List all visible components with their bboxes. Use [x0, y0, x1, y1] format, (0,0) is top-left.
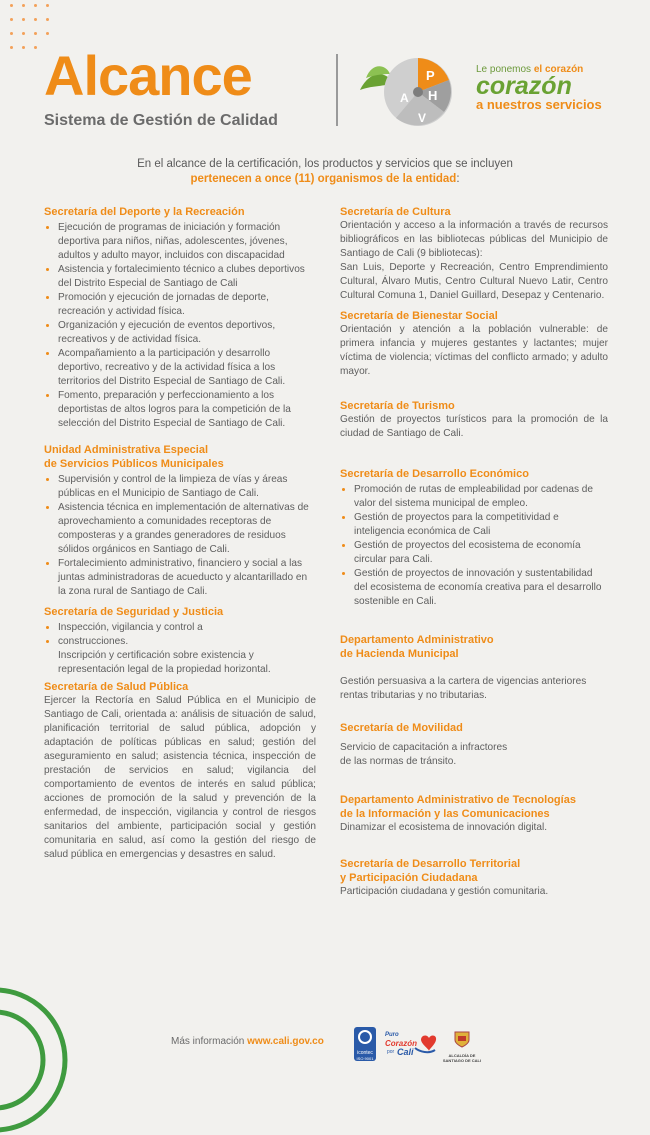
slogan-heart-word: corazón — [476, 72, 572, 100]
icontec-label: icontec — [357, 1050, 373, 1056]
logo-letter-h: H — [428, 88, 438, 103]
section-uaesp — [44, 443, 316, 599]
alcaldia-label: ALCALDÍA DE — [448, 1053, 476, 1058]
movilidad-text: Servicio de capacitación a infractores — [340, 742, 508, 753]
list-item: • Inspección, vigilancia y control a — [58, 621, 316, 635]
bienestar-text: Orientación y atención a la población vulnerable: de primera infancia y mujeres gestantes y lactantes; mujer víctima de violencia; víctimas del conflicto armado; y adulto mayor. — [340, 324, 608, 377]
section-bienestar — [340, 309, 608, 379]
list-item: • Fortalecimiento administrativo, financiero y social a las juntas administradoras de acueducto y alcantarillado en la zona rural de Santiago de Cali. — [58, 557, 316, 599]
section-title: Departamento Administrativo — [340, 634, 494, 646]
section-territorial — [340, 857, 608, 899]
section-economico — [340, 467, 608, 609]
section-title: Secretaría de Desarrollo Económico — [340, 468, 529, 480]
section-tic — [340, 793, 608, 835]
section-title: Secretaría de Movilidad — [340, 722, 463, 734]
section-title: Secretaría de Cultura — [340, 206, 451, 218]
right-column — [340, 205, 608, 899]
header-divider — [336, 54, 338, 126]
section-title: Secretaría de Seguridad y Justicia — [44, 606, 224, 618]
section-title: Secretaría de Salud Pública — [44, 681, 189, 693]
intro-line: En el alcance de la certificación, los productos y servicios que se incluyen — [137, 158, 513, 170]
list-item: • Acompañamiento a la participación y desarrollo deportivo, recreativo y de la actividad física a los territorios del Distrito Especial de Santiago de Cali. — [58, 347, 316, 389]
list-item: • Asistencia y fortalecimiento técnico a clubes deportivos del Distrito Especial de Santiago de Cali — [58, 263, 316, 291]
left-column — [44, 205, 316, 862]
section-turismo — [340, 399, 608, 441]
icontec-logo — [354, 1027, 376, 1061]
intro-highlight: pertenecen a once (11) organismos de la entidad — [190, 173, 457, 185]
cultura-libraries: San Luis, Deporte y Recreación, Centro Emprendimiento Cultural, Álvaro Mutis, Centro Cultural Nuevo Latir, Centro Cultural Comuna 1, Daniel Guillard, Desepaz y Centenario. — [340, 262, 608, 301]
section-title-line2: de la Información y las Comunicaciones — [340, 808, 550, 820]
section-deporte — [44, 205, 316, 431]
intro-colon: : — [456, 173, 460, 185]
section-title: Secretaría de Turismo — [340, 400, 455, 412]
phva-cycle-logo — [356, 50, 464, 130]
uaesp-list — [44, 473, 316, 599]
page-subtitle: Sistema de Gestión de Calidad — [44, 112, 278, 129]
list-item: • construcciones. — [58, 635, 316, 649]
list-item: • Promoción de rutas de empleabilidad por cadenas de valor del sistema municipal de empleo. — [354, 483, 608, 511]
alcaldia-cali-logo — [440, 1030, 484, 1062]
deporte-list — [44, 221, 316, 431]
list-item: • Supervisión y control de la limpieza de vías y áreas públicas en el Municipio de Santiago de Cali. — [58, 473, 316, 501]
list-item: • Asistencia técnica en implementación de alternativas de aprovechamiento a comunidades receptoras de composteras y a grandes generadores de residuos sólidos orgánicos en Santiago de Cali. — [58, 501, 316, 557]
logo-letter-v: V — [418, 111, 427, 125]
decorative-green-arc — [0, 985, 70, 1135]
movilidad-text-line2: de las normas de tránsito. — [340, 756, 457, 767]
puro-corazon-por-cali-logo — [385, 1030, 437, 1060]
list-item: • Gestión de proyectos de innovación y sustentabilidad del ecosistema de economía creativa para el desarrollo sostenible en Cali. — [354, 567, 608, 609]
page-title: Alcance — [44, 44, 252, 107]
footer-label: Más información — [171, 1036, 248, 1047]
turismo-text: Gestión de proyectos turísticos para la promoción de la ciudad de Santiago de Cali. — [340, 414, 608, 439]
footer-info — [171, 1036, 324, 1047]
list-item: • Fomento, preparación y perfeccionamiento a los deportistas de altos logros para la competición de la selección del Distrito Especial de Santiago de Cali. — [58, 389, 316, 431]
section-title: Secretaría de Desarrollo Territorial — [340, 858, 521, 870]
iso-label: ISO 9001 — [356, 1056, 374, 1061]
section-movilidad — [340, 721, 608, 769]
seguridad-extra: Inscripción y certificación sobre existencia y representación legal de la propiedad horizontal. — [58, 650, 271, 675]
section-title-line2: y Participación Ciudadana — [340, 872, 478, 884]
list-item: • Gestión de proyectos para la competitividad e inteligencia económica de Cali — [354, 511, 608, 539]
list-item: • Gestión de proyectos del ecosistema de economía circular para Cali. — [354, 539, 608, 567]
alcaldia-city-label: SANTIAGO DE CALI — [442, 1058, 482, 1063]
logo-letter-p: P — [426, 68, 435, 83]
slogan-tagline: a nuestros servicios — [476, 97, 602, 112]
cultura-text: Orientación y acceso a la información a través de recursos bibliográficos en las bibliotecas públicas del Municipio de Santiago de Cali (9 bibliotecas): — [340, 220, 608, 259]
tic-text: Dinamizar el ecosistema de innovación digital. — [340, 822, 548, 833]
seguridad-list — [44, 621, 316, 649]
slogan-highlight: el corazón — [533, 64, 584, 75]
hacienda-text: Gestión persuasiva a la cartera de vigencias anteriores rentas tributarias y no tributarias. — [340, 676, 587, 701]
economico-list — [340, 483, 608, 609]
section-hacienda — [340, 633, 608, 703]
corazon-label: Corazón — [385, 1039, 417, 1048]
footer-link[interactable]: www.cali.gov.co — [247, 1036, 324, 1047]
section-title: Unidad Administrativa Especial — [44, 444, 209, 456]
section-title: Departamento Administrativo de Tecnologías — [340, 794, 576, 806]
section-seguridad — [44, 605, 316, 677]
section-cultura — [340, 205, 608, 303]
section-title: Secretaría de Bienestar Social — [340, 310, 498, 322]
salud-text: Ejercer la Rectoría en Salud Pública en el Municipio de Santiago de Cali, orientada a: análisis de situación de salud, planificación territorial de salud pública, adopción y adaptación de políticas públicas en salud; gestión del aseguramiento en salud; asistencia técnica, inspección de prestación de servicios en salud; vigilancia del comportamiento de eventos de interés en salud pública; acciones de promoción de la salud y prevención de la enfermedad, de inspección, vigilancia y control de riesgos sanitarios del ambiente, participación social y gestión comunitaria en salud, así como la gestión del riesgo de salud pública en emergencias y desastres en salud. — [44, 695, 316, 860]
cali-label: Cali — [397, 1047, 414, 1057]
puro-label: Puro — [385, 1032, 399, 1038]
list-item: • Organización y ejecución de eventos deportivos, recreativos y de actividad física. — [58, 319, 316, 347]
section-title-line2: de Servicios Públicos Municipales — [44, 458, 224, 470]
territorial-text: Participación ciudadana y gestión comunitaria. — [340, 886, 549, 897]
section-title-line2: de Hacienda Municipal — [340, 648, 459, 660]
section-salud — [44, 680, 316, 862]
section-title: Secretaría del Deporte y la Recreación — [44, 206, 245, 218]
por-label: por — [387, 1049, 395, 1055]
slogan-prefix: Le ponemos — [476, 64, 534, 75]
slogan — [476, 64, 636, 112]
logo-letter-a: A — [400, 91, 409, 105]
intro-text — [20, 157, 630, 187]
shield-icon — [453, 1030, 471, 1048]
list-item: • Promoción y ejecución de jornadas de deporte, recreación y actividad física. — [58, 291, 316, 319]
list-item: • Ejecución de programas de iniciación y formación deportiva para niños, niñas, adolescentes, jóvenes, adultos y adulto mayor, incluidos con discapacidad — [58, 221, 316, 263]
